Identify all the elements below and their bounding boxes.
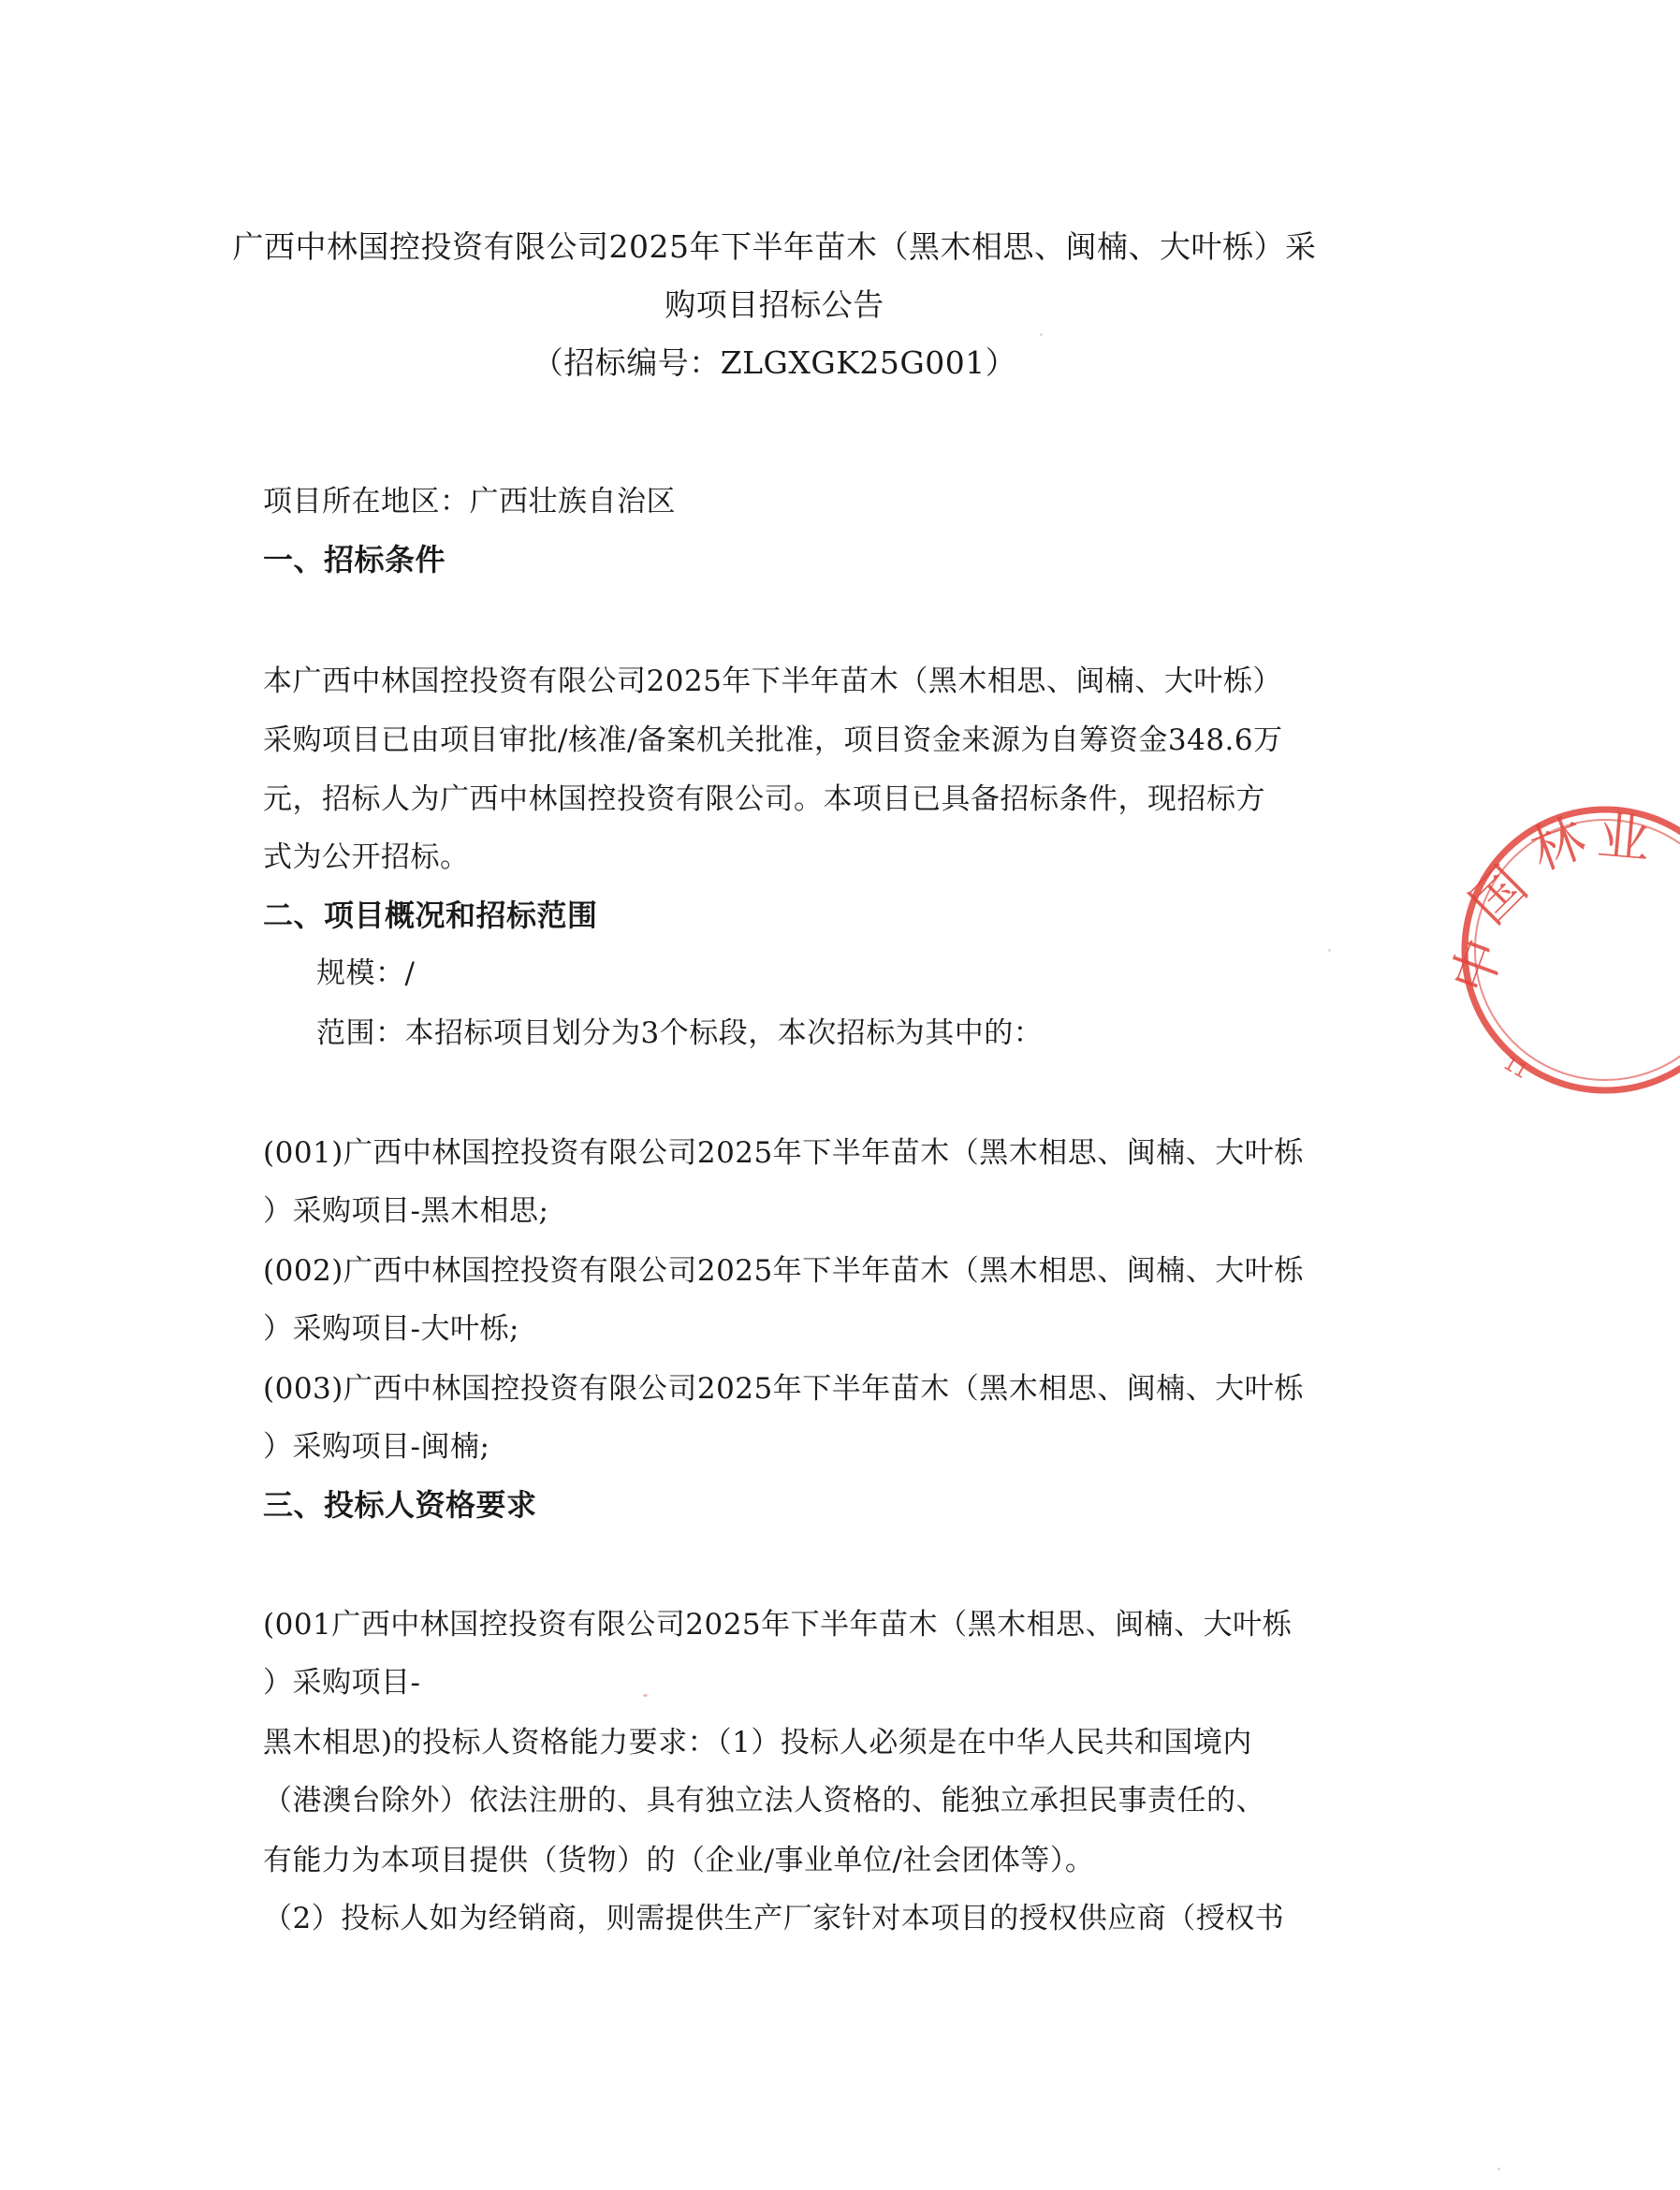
lot-001-line-2: ）采购项目-黑木相思; <box>263 1194 549 1228</box>
section-3-line-1: (001广西中林国控投资有限公司2025年下半年苗木（黑木相思、闽楠、大叶栎 <box>263 1608 1293 1642</box>
svg-text:业: 业 <box>1594 806 1653 871</box>
svg-text:中: 中 <box>1440 930 1516 1001</box>
section-1-line-3: 元，招标人为广西中林国控投资有限公司。本项目已具备招标条件，现招标方 <box>263 782 1265 816</box>
svg-text:国: 国 <box>1458 855 1540 936</box>
official-seal-stamp <box>1440 796 1680 1104</box>
section-1-line-4: 式为公开招标。 <box>263 840 470 874</box>
scan-speck <box>1328 949 1331 952</box>
document-title-line-2: 购项目招标公告 <box>665 286 884 323</box>
section-1-heading: 一、招标条件 <box>263 542 446 577</box>
lot-003-line-2: ）采购项目-闽楠; <box>263 1430 490 1464</box>
scan-speck <box>643 1694 648 1697</box>
project-scope: 范围：本招标项目划分为3个标段，本次招标为其中的： <box>316 1016 1044 1050</box>
section-3-line-6: （2）投标人如为经销商，则需提供生产厂家针对本项目的授权供应商（授权书 <box>263 1902 1285 1935</box>
document-title-line-1: 广西中林国控投资有限公司2025年下半年苗木（黑木相思、闽楠、大叶栎）采 <box>232 228 1317 265</box>
tender-number: （招标编号：ZLGXGK25G001） <box>532 344 1017 381</box>
section-2-heading: 二、项目概况和招标范围 <box>263 898 598 933</box>
svg-text:林: 林 <box>1523 807 1594 883</box>
scan-speck <box>1497 2168 1500 2170</box>
section-3-line-5: 有能力为本项目提供（货物）的（企业/事业单位/社会团体等）。 <box>263 1844 1095 1877</box>
section-3-line-2: ）采购项目- <box>263 1666 421 1700</box>
lot-001-line-1: (001)广西中林国控投资有限公司2025年下半年苗木（黑木相思、闽楠、大叶栎 <box>263 1136 1304 1170</box>
scan-speck <box>1040 333 1043 336</box>
svg-text:11: 11 <box>1499 1051 1532 1084</box>
project-scale: 规模：/ <box>316 956 416 990</box>
section-1-line-1: 本广西中林国控投资有限公司2025年下半年苗木（黑木相思、闽楠、大叶栎） <box>263 664 1282 698</box>
section-3-line-4: （港澳台除外）依法注册的、具有独立法人资格的、能独立承担民事责任的、 <box>263 1784 1265 1818</box>
section-1-line-2: 采购项目已由项目审批/核准/备案机关批准，项目资金来源为自筹资金348.6万 <box>263 723 1283 757</box>
section-3-heading: 三、投标人资格要求 <box>263 1487 537 1523</box>
lot-002-line-1: (002)广西中林国控投资有限公司2025年下半年苗木（黑木相思、闽楠、大叶栎 <box>263 1254 1304 1288</box>
lot-002-line-2: ）采购项目-大叶栎; <box>263 1312 519 1346</box>
project-region: 项目所在地区：广西壮族自治区 <box>263 485 676 518</box>
lot-003-line-1: (003)广西中林国控投资有限公司2025年下半年苗木（黑木相思、闽楠、大叶栎 <box>263 1372 1304 1406</box>
section-3-line-3: 黑木相思)的投标人资格能力要求：（1）投标人必须是在中华人民共和国境内 <box>263 1726 1252 1759</box>
